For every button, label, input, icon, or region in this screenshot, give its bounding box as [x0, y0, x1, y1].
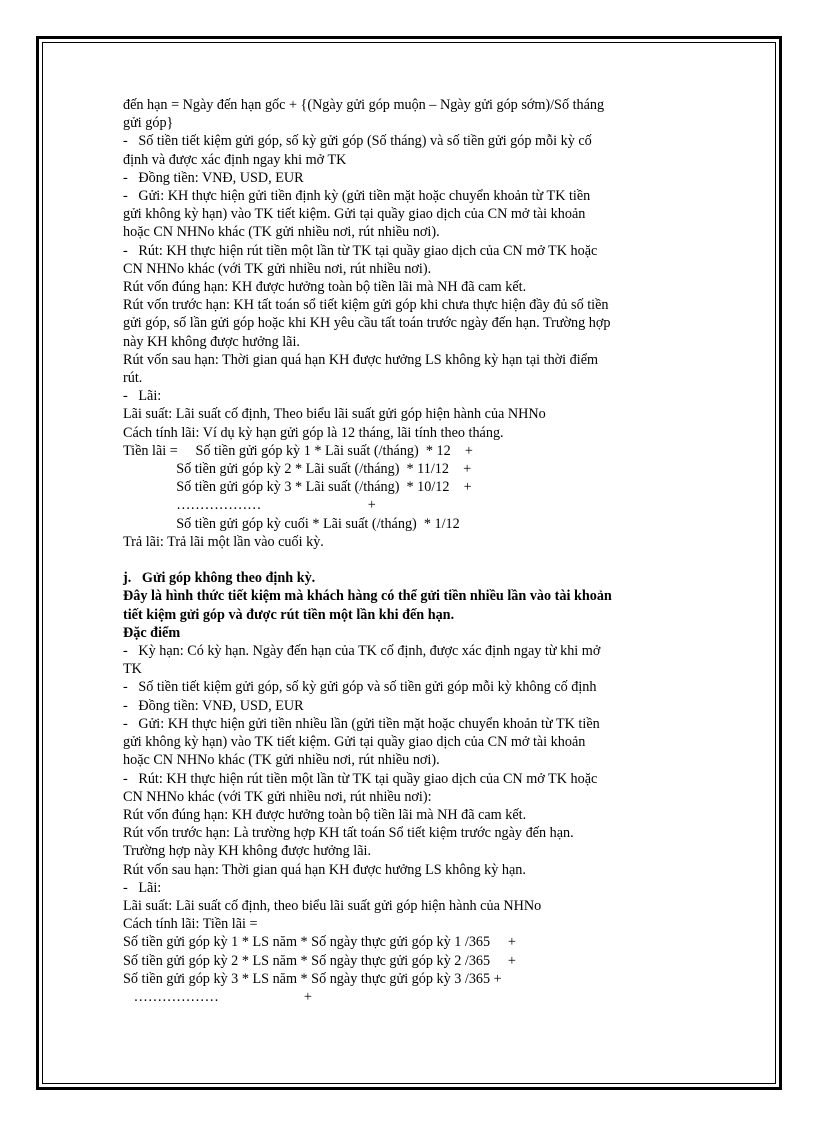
text-line: - Lãi: [123, 388, 162, 405]
text-line: tiết kiệm gửi góp và được rút tiền một lần khi đến hạn. [123, 606, 455, 623]
text-line: TK [123, 661, 142, 678]
text-line: - Đồng tiền: VNĐ, USD, EUR [123, 697, 304, 714]
text-line: - Số tiền tiết kiệm gửi góp, số kỳ gửi góp (Số tháng) và số tiền gửi góp mỗi kỳ cố [123, 133, 592, 150]
text-line: Tiền lãi = Số tiền gửi góp kỳ 1 * Lãi suất (/tháng) * 12 + [123, 442, 473, 459]
text-line: rút. [123, 370, 143, 387]
text-line: CN NHNo khác (với TK gửi nhiều nơi, rút nhiều nơi). [123, 260, 432, 277]
text-line: hoặc CN NHNo khác (TK gửi nhiều nơi, rút nhiều nơi). [123, 224, 440, 241]
section-periodic-deposit [123, 96, 713, 551]
text-line: Số tiền gửi góp kỳ 2 * LS năm * Số ngày thực gửi góp kỳ 2 /365 + [123, 952, 516, 969]
text-line: này KH không được hưởng lãi. [123, 333, 300, 350]
text-line: Cách tính lãi: Tiền lãi = [123, 916, 258, 933]
text-line: - Đồng tiền: VNĐ, USD, EUR [123, 169, 304, 186]
text-line: Rút vốn trước hạn: KH tất toán sổ tiết kiệm gửi góp khi chưa thực hiện đầy đủ số tiền [123, 297, 609, 314]
text-line: Số tiền gửi góp kỳ cuối * Lãi suất (/tháng) * 1/12 [123, 515, 460, 532]
section-intro [123, 587, 713, 642]
text-line: - Rút: KH thực hiện rút tiền một lần từ TK tại quầy giao dịch của CN mở TK hoặc [123, 242, 598, 259]
text-line: Rút vốn đúng hạn: KH được hưởng toàn bộ tiền lãi mà NH đã cam kết. [123, 806, 527, 823]
text-line: Trường hợp này KH không được hưởng lãi. [123, 843, 372, 860]
spacer [123, 551, 713, 569]
text-line: Lãi suất: Lãi suất cố định, Theo biểu lãi suất gửi góp hiện hành của NHNo [123, 406, 546, 423]
text-line: đến hạn = Ngày đến hạn gốc + {(Ngày gửi góp muộn – Ngày gửi góp sớm)/Số tháng [123, 97, 605, 113]
text-line: - Số tiền tiết kiệm gửi góp, số kỳ gửi góp và số tiền gửi góp mỗi kỳ không cố định [123, 679, 597, 696]
text-line: ……………… + [123, 497, 376, 514]
text-line: Đây là hình thức tiết kiệm mà khách hàng có thể gửi tiền nhiều lần vào tài khoản [123, 588, 612, 605]
text-line: Rút vốn trước hạn: Là trường hợp KH tất toán Sổ tiết kiệm trước ngày đến hạn. [123, 825, 574, 842]
text-line: Cách tính lãi: Ví dụ kỳ hạn gửi góp là 12 tháng, lãi tính theo tháng. [123, 424, 504, 441]
section-nonperiodic-deposit [123, 642, 713, 1006]
section-heading: j. Gửi góp không theo định kỳ. [123, 570, 316, 587]
text-line: gửi góp} [123, 115, 174, 132]
text-line: gửi không kỳ hạn) vào TK tiết kiệm. Gửi tại quầy giao dịch của CN mở tài khoản [123, 734, 586, 751]
text-line: Số tiền gửi góp kỳ 3 * LS năm * Số ngày thực gửi góp kỳ 3 /365 + [123, 970, 502, 987]
text-line: Số tiền gửi góp kỳ 1 * LS năm * Số ngày thực gửi góp kỳ 1 /365 + [123, 934, 516, 951]
text-line: Số tiền gửi góp kỳ 2 * Lãi suất (/tháng) * 11/12 + [123, 461, 472, 478]
text-line: - Lãi: [123, 879, 162, 896]
text-line: Đặc điểm [123, 624, 181, 641]
text-line: Trả lãi: Trả lãi một lần vào cuối kỳ. [123, 533, 324, 550]
text-line: gửi góp, số lần gửi góp hoặc khi KH yêu cầu tất toán trước ngày đến hạn. Trường hợp [123, 315, 611, 332]
text-line: Số tiền gửi góp kỳ 3 * Lãi suất (/tháng) * 10/12 + [123, 479, 472, 496]
text-line: - Gửi: KH thực hiện gửi tiền nhiều lần (gửi tiền mặt hoặc chuyển khoản từ TK tiền [123, 715, 600, 732]
text-line: ……………… + [123, 988, 312, 1005]
text-line: - Gửi: KH thực hiện gửi tiền định kỳ (gửi tiền mặt hoặc chuyển khoản từ TK tiền [123, 188, 591, 205]
text-line: định và được xác định ngay khi mở TK [123, 151, 347, 168]
text-line: gửi không kỳ hạn) vào TK tiết kiệm. Gửi tại quầy giao dịch của CN mở tài khoản [123, 206, 586, 223]
document-body [123, 96, 713, 1006]
text-line: hoặc CN NHNo khác (TK gửi nhiều nơi, rút nhiều nơi). [123, 752, 440, 769]
text-line: Rút vốn sau hạn: Thời gian quá hạn KH được hưởng LS không kỳ hạn. [123, 861, 526, 878]
text-line: - Kỳ hạn: Có kỳ hạn. Ngày đến hạn của TK cố định, được xác định ngay từ khi mở [123, 643, 601, 660]
text-line: Rút vốn sau hạn: Thời gian quá hạn KH được hưởng LS không kỳ hạn tại thời điểm [123, 351, 599, 368]
text-line: - Rút: KH thực hiện rút tiền một lần từ TK tại quầy giao dịch của CN mở TK hoặc [123, 770, 598, 787]
text-line: Rút vốn đúng hạn: KH được hưởng toàn bộ tiền lãi mà NH đã cam kết. [123, 279, 527, 296]
text-line: Lãi suất: Lãi suất cố định, theo biểu lãi suất gửi góp hiện hành của NHNo [123, 897, 542, 914]
text-line: CN NHNo khác (với TK gửi nhiều nơi, rút nhiều nơi): [123, 788, 432, 805]
